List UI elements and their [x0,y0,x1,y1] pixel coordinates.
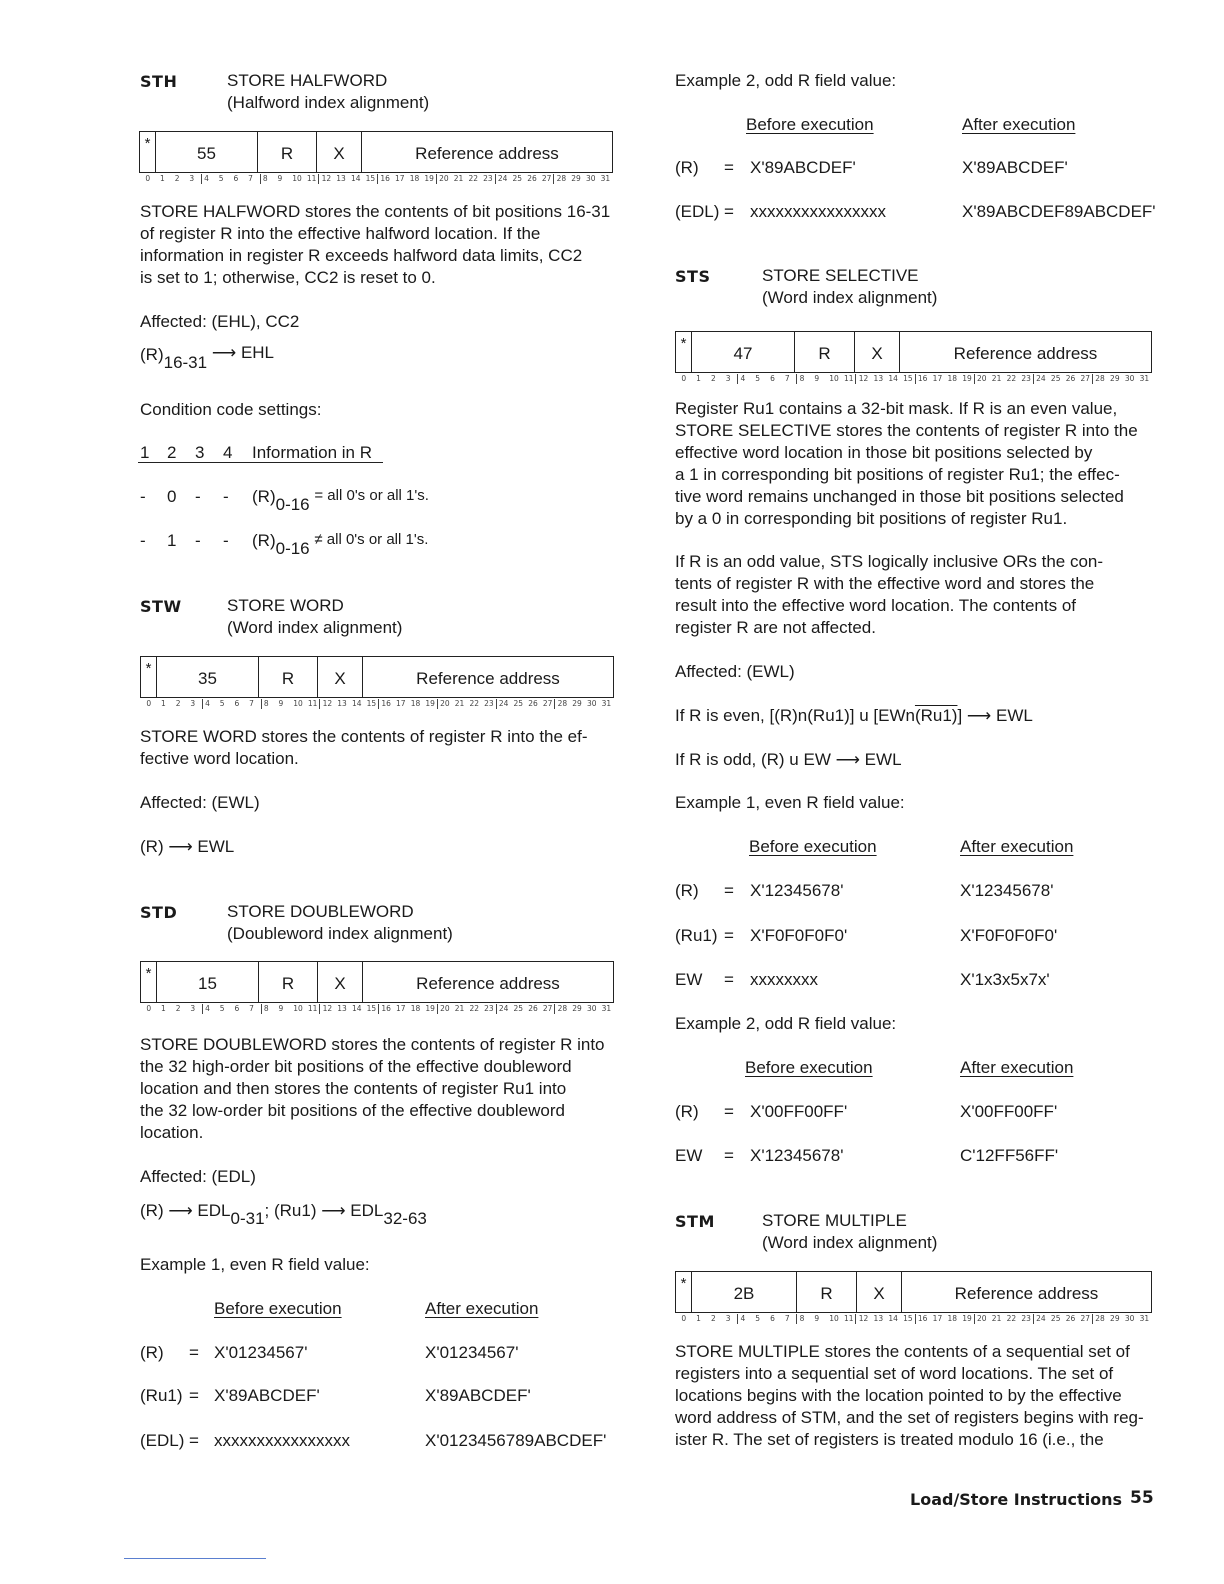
before-execution-header: Before execution [749,837,877,856]
bit-number: 28 [1095,1314,1105,1323]
bit-number: 11 [843,1314,854,1323]
bit-number: 13 [873,1314,884,1323]
bit-number: 28 [557,1004,568,1013]
bit-number: 3 [190,1004,196,1013]
bit-number: 6 [234,699,240,708]
bit-number: 26 [528,699,538,708]
bit-number: 10 [829,374,839,383]
sts-mnemonic: STS [675,267,711,286]
bit-number: 28 [557,699,568,708]
bit-number: 31 [1139,374,1150,383]
bit-number: 7 [249,1004,254,1013]
bit-number: 18 [947,374,957,383]
bit-number: 3 [190,699,196,708]
bit-number: 21 [991,374,1002,383]
bit-number: 5 [755,374,761,383]
sth-operation: (R)16-31 ⟶ EHL [140,343,275,372]
bit-number: 29 [1110,374,1120,383]
bit-number: 8 [263,699,269,708]
sts-title: STORE SELECTIVE [762,266,919,285]
bit-number: 9 [814,374,820,383]
stw-format-box [140,656,614,698]
before-execution-header: Before execution [214,1299,342,1318]
bit-number: 31 [601,699,612,708]
format-reference-address: Reference address [415,144,559,163]
bit-number: 26 [528,1004,538,1013]
bit-number: 23 [484,699,494,708]
bit-number: 17 [395,174,405,183]
bit-number: 27 [542,1004,553,1013]
bit-number: 25 [512,174,523,183]
bit-number: 8 [263,1004,269,1013]
format-star: * [140,132,156,172]
bit-number: 3 [725,1314,731,1323]
std-subtitle: (Doubleword index alignment) [227,924,453,943]
bit-number: 4 [740,374,746,383]
bit-number: 22 [469,699,480,708]
bit-number: 14 [888,1314,898,1323]
stm-mnemonic: STM [675,1212,715,1231]
bit-number: 16 [380,174,390,183]
bit-numbers [143,699,613,711]
bit-number: 2 [710,1314,716,1323]
bit-numbers [142,174,612,186]
bit-number: 0 [146,699,152,708]
bit-number: 8 [262,174,268,183]
format-r-field: R [259,962,318,1002]
bit-numbers [678,374,1151,386]
bit-number: 30 [585,174,596,183]
bit-number: 26 [527,174,537,183]
std-mnemonic: STD [140,903,178,922]
bit-number: 24 [498,699,509,708]
before-execution-header: Before execution [745,1058,873,1077]
bit-number: 16 [381,1004,391,1013]
bit-number: 25 [513,1004,524,1013]
bit-number: 10 [293,699,303,708]
bit-number: 3 [725,374,731,383]
sth-mnemonic: STH [140,72,178,91]
bit-number: 1 [160,174,165,183]
bit-number: 30 [586,1004,597,1013]
bit-number: 18 [410,1004,421,1013]
bit-number: 10 [293,1004,303,1013]
stw-subtitle: (Word index alignment) [227,618,403,637]
stm-format-box [675,1271,1152,1313]
bit-number: 25 [1050,1314,1061,1323]
bit-number: 11 [307,699,318,708]
bit-number: 13 [336,174,346,183]
bit-number: 24 [498,1004,509,1013]
bit-number: 30 [1124,1314,1135,1323]
format-opcode: 55 [156,132,258,172]
sts-even-operation: If R is even, [(R)n(Ru1)] u [EWn(Ru1)] ⟶ EWL [675,706,1033,725]
bit-number: 31 [1139,1314,1150,1323]
bit-number: 27 [1080,374,1091,383]
bit-number: 20 [439,174,449,183]
stm-title: STORE MULTIPLE [762,1211,907,1230]
page-bottom-rule [124,1558,266,1559]
bit-number: 23 [1021,374,1031,383]
bit-number: 31 [601,1004,612,1013]
bit-number: 18 [409,174,420,183]
format-star: * [676,332,692,372]
format-reference-address: Reference address [416,974,560,993]
bit-numbers [143,1004,613,1016]
bit-number: 15 [903,1314,913,1323]
bit-number: 18 [410,699,421,708]
format-reference-address: Reference address [954,1284,1099,1303]
bit-number: 2 [175,699,181,708]
bit-number: 1 [161,699,166,708]
bit-number: 29 [572,699,582,708]
bit-number: 12 [321,174,332,183]
bit-number: 14 [888,374,898,383]
bit-number: 21 [991,1314,1002,1323]
after-execution-header: After execution [960,1058,1074,1077]
bit-number: 2 [710,374,716,383]
bit-number: 13 [337,699,347,708]
sts-example2-title: Example 2, odd R field value: [675,1014,897,1033]
stw-operation: (R) ⟶ EWL [140,837,235,856]
bit-number: 14 [351,699,362,708]
sth-subtitle: (Halfword index alignment) [227,93,430,112]
cc-title: Condition code settings: [140,400,322,419]
std-format-box [140,961,614,1003]
format-opcode: 15 [157,962,259,1002]
bit-number: 0 [681,1314,687,1323]
bit-number: 3 [189,174,195,183]
bit-number: 25 [513,699,524,708]
bit-number: 27 [1080,1314,1091,1323]
bit-number: 15 [903,374,913,383]
bit-number: 10 [292,174,302,183]
bit-number: 7 [248,174,253,183]
bit-number: 11 [307,1004,318,1013]
bit-number: 20 [440,699,450,708]
bit-number: 13 [873,374,884,383]
bit-number: 31 [600,174,611,183]
format-r-field: R [797,1272,857,1312]
bit-number: 1 [696,1314,701,1323]
format-x-field: X [318,657,363,697]
bit-number: 17 [396,1004,406,1013]
bit-number: 30 [586,699,597,708]
format-star: * [141,657,157,697]
format-x-field: X [317,132,362,172]
std-operation: (R) ⟶ EDL0-31; (Ru1) ⟶ EDL32-63 [140,1201,427,1228]
bit-number: 12 [322,699,333,708]
bit-number: 5 [219,1004,225,1013]
bit-number: 15 [366,1004,377,1013]
bit-number: 15 [366,699,377,708]
sts-format-box [675,331,1152,373]
bit-number: 11 [843,374,854,383]
bit-number: 6 [234,1004,240,1013]
bit-number: 29 [571,174,581,183]
bit-number: 16 [381,699,391,708]
sts-subtitle: (Word index alignment) [762,288,938,307]
bit-number: 24 [1036,1314,1046,1323]
bit-number: 24 [1036,374,1046,383]
bit-number: 0 [146,1004,152,1013]
format-star: * [676,1272,692,1312]
bit-number: 6 [770,1314,775,1323]
format-opcode: 2B [692,1272,797,1312]
bit-number: 0 [681,374,687,383]
bit-number: 9 [277,174,283,183]
format-x-field: X [318,962,363,1002]
bit-number: 21 [454,699,465,708]
bit-number: 23 [483,174,493,183]
bit-number: 18 [947,1314,957,1323]
bit-number: 19 [425,699,435,708]
bit-number: 23 [1021,1314,1031,1323]
bit-number: 22 [1006,1314,1017,1323]
bit-number: 17 [932,1314,943,1323]
format-r-field: R [795,332,855,372]
bit-numbers [678,1314,1151,1326]
bit-number: 12 [322,1004,333,1013]
sth-affected: Affected: (EHL), CC2 [140,312,300,331]
bit-number: 4 [205,1004,210,1013]
bit-number: 19 [425,1004,435,1013]
footer-section-title: Load/Store Instructions [910,1490,1123,1509]
before-execution-header: Before execution [746,115,874,134]
bit-number: 9 [278,699,284,708]
bit-number: 7 [784,374,790,383]
bit-number: 4 [204,174,209,183]
bit-number: 4 [740,1314,746,1323]
bit-number: 26 [1065,1314,1076,1323]
format-reference-address: Reference address [416,669,560,688]
bit-number: 15 [365,174,376,183]
bit-number: 22 [468,174,479,183]
bit-number: 5 [218,174,224,183]
bit-number: 12 [858,374,869,383]
bit-number: 2 [174,174,180,183]
sts-odd-operation: If R is odd, (R) u EW ⟶ EWL [675,750,902,769]
bit-number: 27 [541,174,552,183]
bit-number: 6 [770,374,775,383]
stw-affected: Affected: (EWL) [140,793,260,812]
bit-number: 25 [1050,374,1061,383]
bit-number: 20 [977,374,987,383]
bit-number: 28 [556,174,567,183]
bit-number: 29 [1110,1314,1120,1323]
stw-title: STORE WORD [227,596,344,615]
std-title: STORE DOUBLEWORD [227,902,414,921]
bit-number: 14 [351,1004,362,1013]
bit-number: 19 [962,1314,972,1323]
bit-number: 17 [932,374,943,383]
bit-number: 8 [799,1314,805,1323]
bit-number: 16 [917,1314,928,1323]
page-number: 55 [1130,1488,1154,1508]
bit-number: 26 [1065,374,1076,383]
bit-number: 27 [542,699,553,708]
after-execution-header: After execution [425,1299,539,1318]
sth-format-box [139,131,613,173]
bit-number: 9 [814,1314,820,1323]
after-execution-header: After execution [962,115,1076,134]
format-star: * [141,962,157,1002]
bit-number: 21 [454,1004,465,1013]
bit-number: 6 [233,174,239,183]
bit-number: 20 [977,1314,987,1323]
after-execution-header: After execution [960,837,1074,856]
bit-number: 2 [175,1004,181,1013]
bit-number: 4 [205,699,210,708]
bit-number: 0 [145,174,151,183]
format-opcode: 35 [157,657,259,697]
bit-number: 23 [484,1004,494,1013]
bit-number: 7 [249,699,254,708]
sts-affected: Affected: (EWL) [675,662,795,681]
stm-subtitle: (Word index alignment) [762,1233,938,1252]
bit-number: 24 [497,174,508,183]
bit-number: 20 [440,1004,450,1013]
bit-number: 5 [219,699,225,708]
format-r-field: R [258,132,317,172]
bit-number: 17 [396,699,406,708]
format-x-field: X [855,332,900,372]
bit-number: 29 [572,1004,582,1013]
bit-number: 14 [350,174,361,183]
stw-mnemonic: STW [140,597,182,616]
sts-example1-title: Example 1, even R field value: [675,793,905,812]
format-opcode: 47 [692,332,795,372]
bit-number: 21 [453,174,464,183]
bit-number: 11 [306,174,317,183]
format-x-field: X [857,1272,902,1312]
bit-number: 1 [161,1004,166,1013]
bit-number: 22 [1006,374,1017,383]
bit-number: 10 [829,1314,839,1323]
bit-number: 7 [784,1314,790,1323]
std-affected: Affected: (EDL) [140,1167,256,1186]
bit-number: 28 [1095,374,1105,383]
bit-number: 9 [278,1004,284,1013]
bit-number: 5 [755,1314,761,1323]
bit-number: 22 [469,1004,480,1013]
bit-number: 19 [424,174,434,183]
format-reference-address: Reference address [953,344,1098,363]
format-r-field: R [259,657,318,697]
bit-number: 16 [917,374,928,383]
std-example1-title: Example 1, even R field value: [140,1255,370,1274]
std-example2-title: Example 2, odd R field value: [675,71,897,90]
bit-number: 30 [1124,374,1135,383]
sth-title: STORE HALFWORD [227,71,388,90]
bit-number: 12 [858,1314,869,1323]
bit-number: 1 [696,374,701,383]
bit-number: 19 [962,374,972,383]
bit-number: 8 [799,374,805,383]
bit-number: 13 [337,1004,347,1013]
arrow-icon: ⟶ [211,343,237,362]
